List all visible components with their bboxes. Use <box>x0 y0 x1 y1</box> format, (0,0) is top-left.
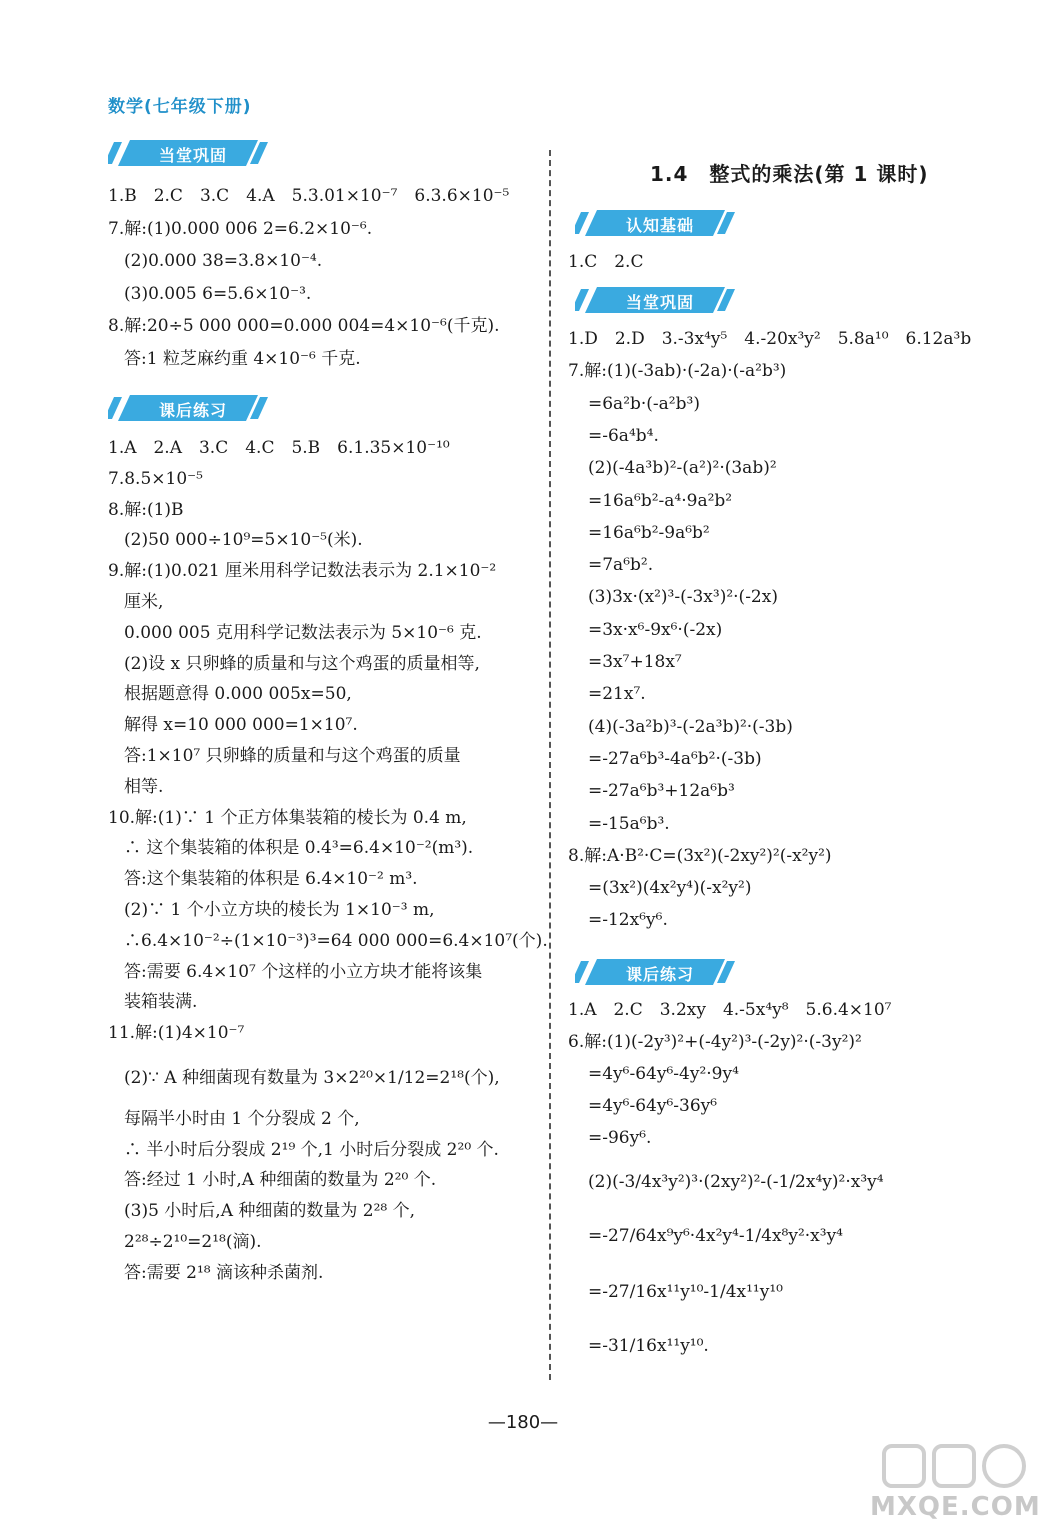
watermark-logo-icon <box>880 1440 1030 1492</box>
text-line: 1.A 2.A 3.C 4.C 5.B 6.1.35×10⁻¹⁰ <box>108 438 450 458</box>
text-line: =-12x⁶y⁶. <box>588 910 668 931</box>
banner-label: 当堂巩固 <box>158 146 227 165</box>
text-line: 6.解:(1)(-2y³)²+(-4y²)³-(-2y)²·(-3y²)² <box>568 1032 862 1052</box>
text-line: =-96y⁶. <box>588 1128 652 1148</box>
text-line: 1.C 2.C <box>568 252 644 272</box>
text-line: 8.解:A·B²·C=(3x²)(-2xy²)²(-x²y²) <box>568 845 832 866</box>
text-line: 厘米, <box>124 592 164 612</box>
text-line: 1.D 2.D 3.-3x⁴y⁵ 4.-20x³y² 5.8a¹⁰ 6.12a³b <box>568 329 972 349</box>
text-line: 答:需要 6.4×10⁷ 个这样的小立方块才能将该集 <box>124 961 483 982</box>
text-line: (2)(-4a³b)²-(a²)²·(3ab)² <box>588 458 777 479</box>
text-line: =7a⁶b². <box>588 555 654 576</box>
text-line: 相等. <box>124 776 164 797</box>
text-line: =3x⁷+18x⁷ <box>588 652 682 672</box>
text-line: 1.B 2.C 3.C 4.A 5.3.01×10⁻⁷ 6.3.6×10⁻⁵ <box>108 186 510 206</box>
text-line: 9.解:(1)0.021 厘米用科学记数法表示为 2.1×10⁻² <box>108 561 497 582</box>
text-line: (2)设 x 只卵蜂的质量和与这个鸡蛋的质量相等, <box>124 653 480 674</box>
text-line: =3x·x⁶-9x⁶·(-2x) <box>588 619 723 640</box>
watermark-text: MXQE.COM <box>870 1492 1041 1522</box>
text-line: (2)(-3/4x³y²)³·(2xy²)²-(-1/2x⁴y)²·x³y⁴ <box>588 1172 884 1192</box>
text-line: 7.解:(1)(-3ab)·(-2a)·(-a²b³) <box>568 361 787 382</box>
text-line: (3)0.005 6=5.6×10⁻³. <box>124 283 312 304</box>
banner-label: 课后练习 <box>625 965 694 984</box>
text-line: 根据题意得 0.000 005x=50, <box>124 684 352 705</box>
text-line: =(3x²)(4x²y⁴)(-x²y²) <box>588 878 752 899</box>
text-line: 解得 x=10 000 000=1×10⁷. <box>124 715 358 736</box>
text-line: (3)5 小时后,A 种细菌的数量为 2²⁸ 个, <box>124 1201 416 1222</box>
text-line: =-31/16x¹¹y¹⁰. <box>588 1336 709 1356</box>
watermark <box>860 1440 1040 1530</box>
column-divider <box>549 150 551 1380</box>
banner-label: 认知基础 <box>625 216 694 235</box>
text-line: ∴6.4×10⁻²÷(1×10⁻³)³=64 000 000=6.4×10⁷(个). <box>124 930 548 951</box>
text-line: (3)3x·(x²)³-(-3x³)²·(-2x) <box>588 587 778 608</box>
text-line: 答:经过 1 小时,A 种细菌的数量为 2²⁰ 个. <box>124 1170 437 1191</box>
banner-label: 当堂巩固 <box>625 293 694 312</box>
text-line: (2)0.000 38=3.8×10⁻⁴. <box>124 251 323 271</box>
text-line: =21x⁷. <box>588 684 646 705</box>
section-title: 1.4 整式的乘法(第 1 课时) <box>650 162 929 186</box>
text-line: 每隔半小时由 1 个分裂成 2 个, <box>124 1108 360 1129</box>
text-line: 11.解:(1)4×10⁻⁷ <box>108 1023 245 1044</box>
banner-label: 课后练习 <box>158 401 227 420</box>
text-line: 8.解:(1)B <box>108 499 184 520</box>
text-line: =4y⁶-64y⁶-36y⁶ <box>588 1096 718 1116</box>
text-line: 0.000 005 克用科学记数法表示为 5×10⁻⁶ 克. <box>124 622 482 643</box>
text-line: 1.A 2.C 3.2xy 4.-5x⁴y⁸ 5.6.4×10⁷ <box>568 1000 892 1020</box>
text-line: =16a⁶b²-9a⁶b² <box>588 522 710 543</box>
text-line: =-6a⁴b⁴. <box>588 425 659 446</box>
text-line: =16a⁶b²-a⁴·9a²b² <box>588 490 733 511</box>
text-line: 7.8.5×10⁻⁵ <box>108 468 203 489</box>
text-line: ∴ 半小时后分裂成 2¹⁹ 个,1 小时后分裂成 2²⁰ 个. <box>124 1139 499 1160</box>
text-line: 答:需要 2¹⁸ 滴该种杀菌剂. <box>124 1262 324 1283</box>
text-line: 答:1 粒芝麻约重 4×10⁻⁶ 千克. <box>124 348 361 369</box>
text-line: =-27/64x⁹y⁶·4x²y⁴-1/4x⁸y²·x³y⁴ <box>588 1226 843 1246</box>
page-header-title: 数学(七年级下册) <box>108 97 252 117</box>
text-line: 答:1×10⁷ 只卵蜂的质量和与这个鸡蛋的质量 <box>124 746 461 766</box>
text-line: 7.解:(1)0.000 006 2=6.2×10⁻⁶. <box>108 218 373 239</box>
text-line: 10.解:(1)∵ 1 个正方体集装箱的棱长为 0.4 m, <box>108 807 467 828</box>
text-line: (2)50 000÷10⁹=5×10⁻⁵(米). <box>124 530 363 551</box>
text-line: (2)∵ A 种细菌现有数量为 3×2²⁰×1/12=2¹⁸(个), <box>124 1068 500 1088</box>
text-line: 2²⁸÷2¹⁰=2¹⁸(滴). <box>124 1232 262 1252</box>
text-line: =6a²b·(-a²b³) <box>588 393 700 414</box>
text-line: (2)∵ 1 个小立方块的棱长为 1×10⁻³ m, <box>124 900 435 920</box>
text-line: ∴ 这个集装箱的体积是 0.4³=6.4×10⁻²(m³). <box>124 838 474 859</box>
page-number: —180— <box>487 1412 559 1433</box>
text-line: =-27/16x¹¹y¹⁰-1/4x¹¹y¹⁰ <box>588 1282 783 1302</box>
text-line: =-15a⁶b³. <box>588 813 670 834</box>
text-line: 8.解:20÷5 000 000=0.000 004=4×10⁻⁶(千克). <box>108 316 500 336</box>
text-line: =-27a⁶b³+12a⁶b³ <box>588 781 735 802</box>
text-line: 装箱装满. <box>124 992 198 1013</box>
text-line: 答:这个集装箱的体积是 6.4×10⁻² m³. <box>124 869 418 890</box>
text-line: (4)(-3a²b)³-(-2a³b)²·(-3b) <box>588 716 793 737</box>
text-line: =4y⁶-64y⁶-4y²·9y⁴ <box>588 1064 739 1084</box>
text-line: =-27a⁶b³-4a⁶b²·(-3b) <box>588 748 762 769</box>
